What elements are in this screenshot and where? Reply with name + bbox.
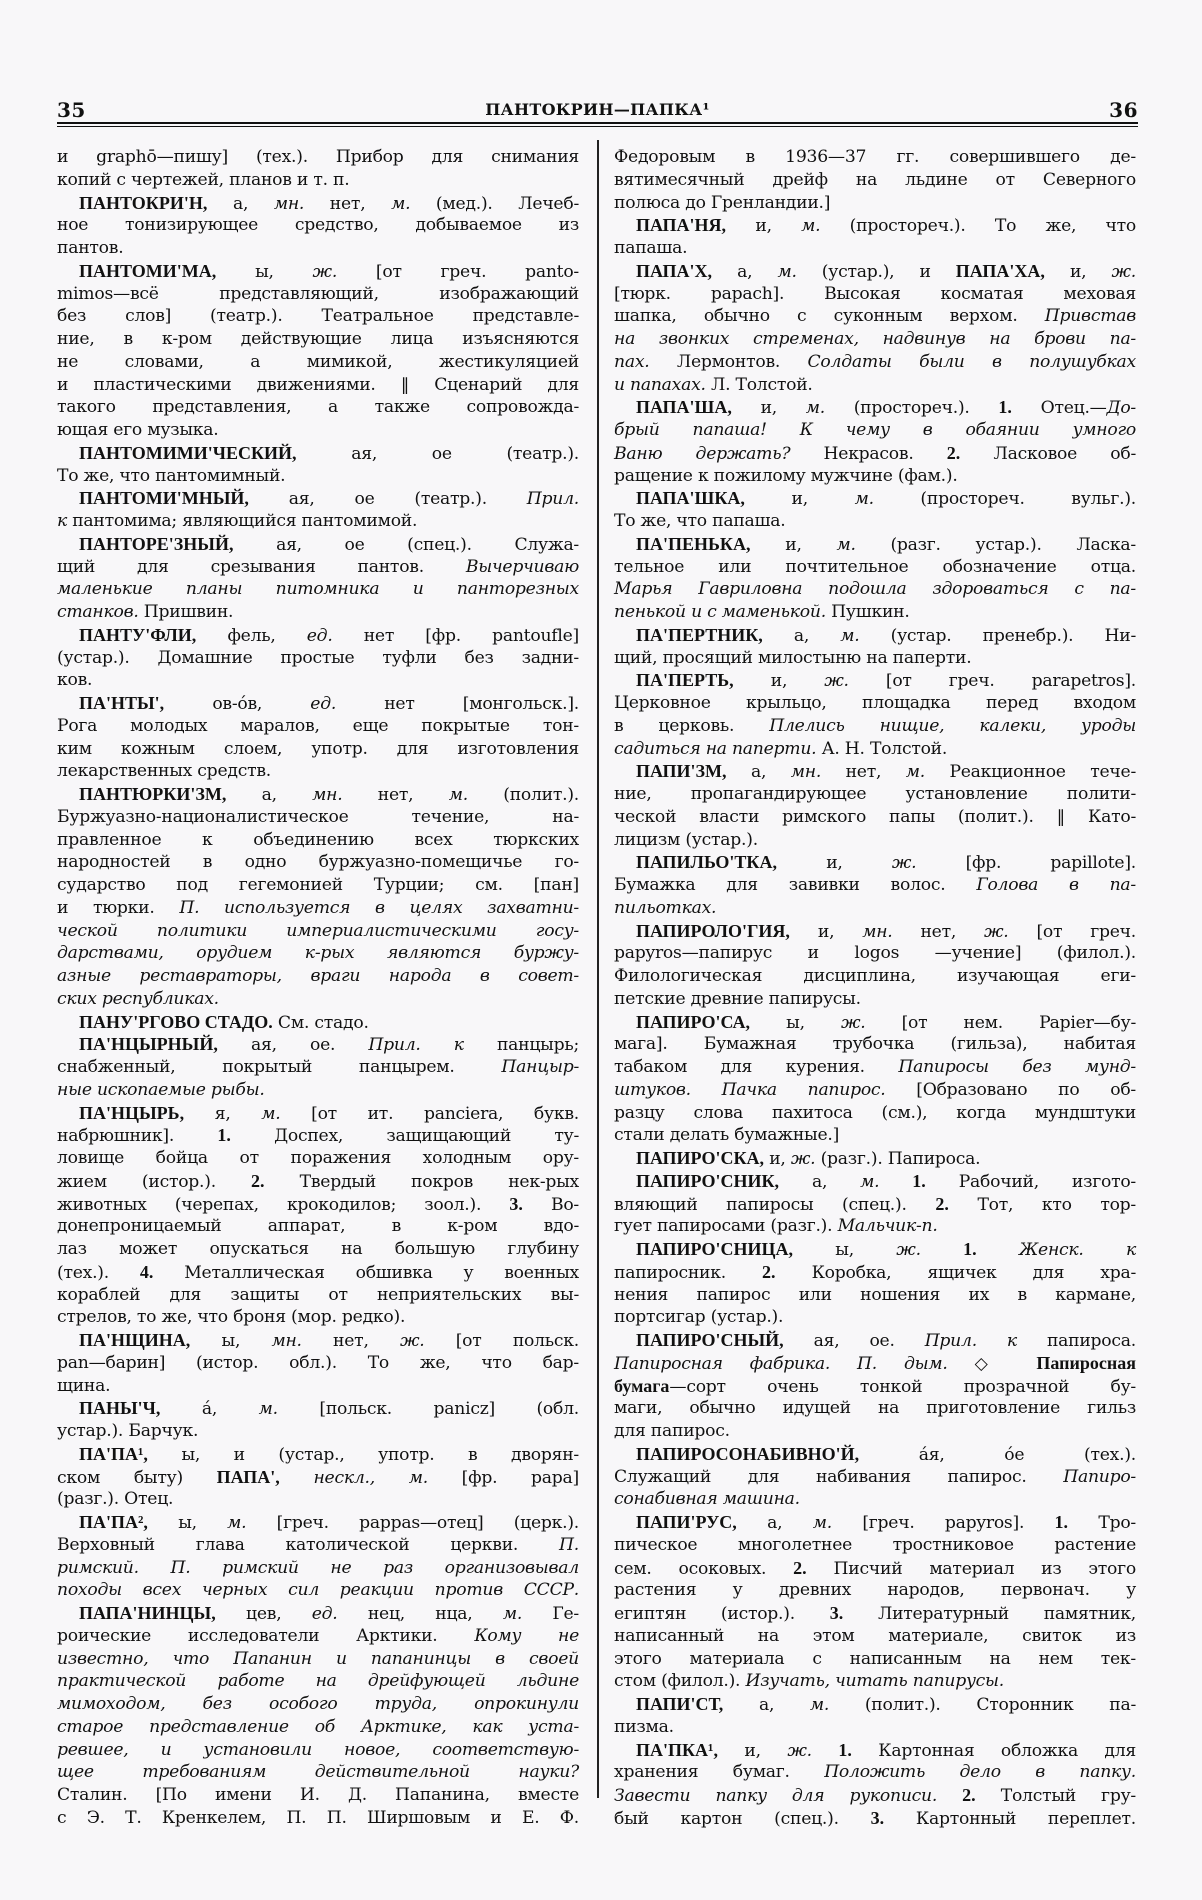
- text-line: (устар.). Домашние простые туфли без задни-: [57, 647, 579, 668]
- text-line: Бумажка для завивки волос. Голова в па-: [614, 875, 1136, 895]
- headword: ПАПА'Х,: [636, 260, 713, 281]
- text-line: [57, 1761, 579, 1784]
- headword: 1.: [998, 397, 1012, 418]
- text-line: ращение к пожилому мужчине (фам.).: [614, 465, 958, 486]
- italic-text: ж.: [896, 1240, 921, 1260]
- italic-text: практической работе на дрейфующей льдине: [57, 1671, 579, 1692]
- italic-text: ских республиках.: [57, 988, 219, 1009]
- italic-text: Плелись нищие, калеки, уроды: [769, 715, 1136, 736]
- text-line: [57, 1670, 579, 1693]
- headword: 2.: [935, 1193, 949, 1214]
- italic-text: ревшее, и установили новое, соответствую-: [57, 1739, 579, 1760]
- italic-text: Изучать, читать папирусы.: [745, 1671, 1005, 1692]
- italic-text: к: [453, 1035, 464, 1056]
- italic-text: ные ископаемые рыбы.: [57, 1079, 265, 1100]
- headword: ПАПА',: [216, 1466, 280, 1487]
- text-line: ПАПИРО'СНИЦА, ы, ж. 1. Женск. к: [636, 1239, 1137, 1260]
- italic-text: ж.: [1111, 261, 1136, 282]
- text-line: штуков. Пачка папирос. [Образовано по об-: [614, 1079, 1136, 1100]
- headword: 2.: [762, 1261, 776, 1282]
- text-line: Федоровым в 1936—37 гг. совершившего де-: [614, 147, 1136, 167]
- text-line: лицизм (устар.).: [614, 829, 758, 850]
- text-line: бумага—сорт очень тонкой прозрачной бу-: [614, 1375, 1136, 1397]
- text-line: ПАПИРОЛО'ГИЯ, и, мн. нет, ж. [от греч.: [636, 920, 1136, 942]
- italic-text: дарствами, орудием к-рых являются буржу-: [57, 943, 579, 964]
- text-line: ние, пропагандирующее установление полити-: [614, 784, 1136, 804]
- text-line: [57, 1739, 579, 1762]
- italic-text: штуков. Пачка папирос.: [614, 1079, 886, 1100]
- text-line: ском быту) ПАПА', нескл., м. [фр. papa]: [57, 1466, 579, 1488]
- italic-text: Прил.: [924, 1331, 977, 1351]
- italic-text: садиться на паперти.: [614, 738, 817, 759]
- text-line: ПАПИ'СТ, а, м. (полит.). Сторонник па-: [636, 1694, 1137, 1715]
- text-line: станков. Пришвин.: [57, 602, 234, 622]
- text-line: в церковь. Плелись нищие, калеки, уроды: [614, 715, 1136, 736]
- text-line: Буржуазно-националистическое течение, на-: [57, 806, 579, 827]
- text-line: [57, 1648, 579, 1671]
- text-line: этого материала с написанным на нем тек-: [614, 1648, 1136, 1669]
- text-line: ПАНТОМИ'МА, ы, ж. [от греч. panto-: [79, 260, 579, 282]
- text-line: ПАПИРОСОНАБИВНО'Й, áя, óе (тех.).: [636, 1443, 1136, 1465]
- italic-text: Марья Гавриловна подошла здороваться с па-: [614, 579, 1136, 600]
- italic-text: м.: [408, 1467, 428, 1488]
- italic-text: известно, что Папанин и папанинцы в своей: [57, 1648, 579, 1669]
- text-line: сударство под гегемонией Турции; см. [пан]: [57, 875, 579, 895]
- text-line: Завести папку для рукописи. 2. Толстый гру-: [614, 1785, 1136, 1806]
- page-number-right: 36: [1109, 98, 1138, 122]
- text-line: стрелов, то же, что броня (мор. редко).: [57, 1307, 406, 1328]
- italic-text: мн.: [312, 785, 343, 805]
- text-line: пах. Лермонтов. Солдаты были в полушубках: [614, 351, 1136, 372]
- text-line: народностей в одно буржуазно-помещичье го-: [57, 852, 579, 873]
- headword: ПА'ПЕНЬКА,: [636, 533, 751, 554]
- text-line: роические исследователи Арктики. Кому не: [57, 1625, 579, 1646]
- text-line: ПАНУ'РГОВО СТАДО. См. стадо.: [79, 1011, 369, 1033]
- italic-text: нескл.,: [313, 1467, 375, 1488]
- italic-text: м.: [854, 489, 874, 510]
- italic-text: П.: [559, 1534, 579, 1555]
- italic-text: ж.: [824, 671, 849, 692]
- text-line: стом (филол.). Изучать, читать папирусы.: [614, 1671, 1005, 1692]
- text-line: снабженный, покрытый панцырем. Панцыр-: [57, 1057, 579, 1077]
- headword: ПА'ПА¹,: [79, 1443, 148, 1464]
- left-column: [57, 146, 579, 1830]
- headword: ПА'ПА²,: [79, 1512, 148, 1532]
- italic-text: м.: [801, 216, 821, 237]
- headword: ПАНТЮРКИ'ЗМ,: [79, 784, 227, 804]
- text-line: [57, 1716, 579, 1739]
- headword: ПАПА'ША,: [636, 397, 732, 418]
- text-line: ков.: [57, 670, 93, 691]
- text-line: ПАПА'ШКА, и, м. (простореч. вульг.).: [636, 488, 1136, 510]
- italic-text: м.: [261, 1103, 281, 1124]
- italic-text: ческой политики империалистическими госу-: [57, 920, 579, 941]
- italic-text: Прил.: [526, 489, 579, 510]
- italic-text: пильотках.: [614, 897, 717, 918]
- text-line: ПА'НЩИНА, ы, мн. нет, ж. [от польск.: [79, 1330, 579, 1351]
- italic-text: и папахах.: [614, 374, 706, 395]
- text-line: папиросник. 2. Коробка, ящичек для хра-: [614, 1261, 1136, 1283]
- text-line: маги, обычно идущей на приготовление гильз: [614, 1398, 1136, 1419]
- headword: ПА'ПЕРТНИК,: [636, 624, 763, 645]
- italic-text: к: [1006, 1331, 1017, 1351]
- italic-text: походы всех черных сил реакции против СССР.: [57, 1580, 579, 1601]
- italic-text: щее требованиям действительной науки?: [57, 1762, 579, 1783]
- text-line: [57, 965, 579, 988]
- text-line: животных (черепах, крокодилов; зоол.). 3. Во-: [57, 1193, 579, 1215]
- headword: ПАНЫ'Ч,: [79, 1398, 161, 1419]
- text-line: ПА'ПЕНЬКА, и, м. (разг. устар.). Ласка-: [636, 533, 1136, 555]
- headword: ПАПИРО'СА,: [636, 1011, 751, 1032]
- text-line: [614, 578, 1136, 601]
- text-line: ПАНТОРЕ'ЗНЫЙ, ая, ое (спец.). Служа-: [79, 533, 579, 555]
- headword: ПАПИ'ЗМ,: [636, 761, 727, 782]
- text-line: [57, 1693, 579, 1716]
- text-line: Папиросная фабрика. П. дым. ◇ Папиросная: [614, 1352, 1136, 1374]
- italic-text: Прил.: [368, 1035, 421, 1056]
- text-line: пизма.: [614, 1716, 674, 1737]
- text-line: правленное к объединению всех тюркских: [57, 829, 579, 850]
- text-line: [57, 578, 579, 601]
- text-line: ПА'ПЕРТЬ, и, ж. [от греч. parapetros].: [636, 670, 1136, 692]
- italic-text: маленькие планы питомника и панторезных: [57, 579, 579, 600]
- italic-text: мимоходом, без особого труда, опрокинули: [57, 1694, 579, 1714]
- italic-text: Панцыр-: [501, 1057, 579, 1077]
- italic-text: ж.: [312, 261, 338, 282]
- italic-text: станков.: [57, 602, 139, 622]
- headword: ПАПИЛЬО'ТКА,: [636, 852, 777, 873]
- text-line: Верховный глава католической церкви. П.: [57, 1534, 579, 1555]
- text-line: лаз может опускаться на большую глубину: [57, 1239, 579, 1259]
- text-line: [614, 328, 1136, 351]
- text-line: и graphō—пишу] (тех.). Прибор для снимания: [57, 147, 579, 167]
- italic-text: мн.: [862, 921, 893, 942]
- text-line: кораблей для защиты от неприятельских вы-: [57, 1284, 579, 1305]
- italic-text: мн.: [790, 762, 822, 783]
- italic-text: Солдаты были в полушубках: [807, 351, 1136, 372]
- text-line: гует папиросами (разг.). Мальчик-п.: [614, 1216, 938, 1237]
- italic-text: м.: [777, 261, 797, 282]
- headword: 2.: [962, 1785, 976, 1805]
- headword: ПАПИРО'СНЫЙ,: [636, 1330, 784, 1350]
- italic-text: Вычерчиваю: [465, 556, 579, 577]
- text-line: ПАНЫ'Ч, á, м. [польск. panicz] (обл.: [79, 1398, 580, 1420]
- text-line: ПАПИ'РУС, а, м. [греч. papyros]. 1. Тро-: [636, 1512, 1136, 1533]
- headword: ПАНТОМИМИ'ЧЕСКИЙ,: [79, 442, 297, 463]
- headword: Папиросная: [1036, 1352, 1136, 1373]
- text-line: для папирос.: [614, 1421, 730, 1441]
- text-line: египтян (истор.). 3. Литературный памятник,: [614, 1603, 1136, 1624]
- italic-text: м.: [391, 193, 411, 214]
- italic-text: ж.: [399, 1331, 425, 1351]
- text-line: донепроницаемый аппарат, в к-ром вдо-: [57, 1216, 579, 1237]
- italic-text: к: [57, 511, 68, 531]
- text-line: стали делать бумажные.]: [614, 1125, 840, 1146]
- headword: ПАНТУ'ФЛИ,: [79, 624, 197, 645]
- text-line: полюса до Гренландии.]: [614, 192, 831, 213]
- headword: ПАПИРОСОНАБИВНО'Й,: [636, 1443, 860, 1464]
- text-line: вятимесячный дрейф на льдине от Северного: [614, 169, 1136, 190]
- text-line: [57, 988, 579, 1011]
- column-divider: [597, 140, 599, 1798]
- text-line: ПАНТОМИМИ'ЧЕСКИЙ, ая, ое (театр.).: [79, 442, 579, 464]
- text-line: [614, 1488, 1136, 1511]
- text-line: петские древние папирусы.: [614, 988, 861, 1009]
- text-line: ющая его музыка.: [57, 420, 219, 440]
- text-line: ПАПА'НИНЦЫ, цев, ед. нец, нца, м. Ге-: [79, 1603, 579, 1624]
- text-line: с Э. Т. Кренкелем, П. П. Ширшовым и Е. Ф.: [57, 1807, 579, 1828]
- header-rule: [57, 122, 1138, 124]
- text-line: вляющий папиросы (спец.). 2. Тот, кто тор-: [614, 1193, 1136, 1215]
- text-line: Сталин. [По имени И. Д. Папанина, вместе: [57, 1785, 579, 1805]
- text-line: [тюрк. papach]. Высокая косматая меховая: [614, 283, 1136, 304]
- italic-text: Привстав: [1044, 306, 1136, 327]
- text-line: ПАПИ'ЗМ, а, мн. нет, м. Реакционное тече-: [636, 761, 1136, 783]
- italic-text: м.: [836, 534, 856, 555]
- text-line: без слов] (театр.). Театральное представле-: [57, 306, 579, 327]
- text-line: [57, 1079, 579, 1102]
- headword: 1.: [963, 1239, 977, 1259]
- text-line: сем. осоковых. 2. Писчий материал из этого: [614, 1557, 1136, 1579]
- italic-text: м.: [227, 1513, 247, 1533]
- headword: ПАПА'НИНЦЫ,: [79, 1603, 216, 1623]
- headword: ПА'НТЫ',: [79, 693, 165, 713]
- italic-text: ед.: [306, 625, 333, 646]
- italic-text: Женск.: [1018, 1240, 1084, 1260]
- headword: ПАПИРО'СНИК,: [636, 1170, 779, 1191]
- italic-text: ж.: [984, 921, 1009, 942]
- text-line: Ваню держать? Некрасов. 2. Ласковое об-: [614, 442, 1136, 464]
- headword: ПА'НЩИНА,: [79, 1330, 191, 1350]
- text-line: ловище бойца от поражения холодным ору-: [57, 1148, 579, 1168]
- text-line: ние, в к-ром действующие лица изъясняются: [57, 329, 579, 349]
- page-header: [57, 98, 1138, 120]
- italic-text: П. используется в целях захватни-: [179, 897, 579, 918]
- italic-text: брый папаша! К чему в обаянии умного: [614, 420, 1136, 440]
- headword: 2.: [793, 1557, 807, 1578]
- text-line: не словами, а мимикой, жестикуляцией: [57, 351, 579, 372]
- italic-text: Папиро-: [1063, 1466, 1136, 1487]
- text-line: ПАПИРО'СА, ы, ж. [от нем. Papier—бу-: [636, 1011, 1136, 1033]
- text-line: такого представления, а также сопровожда-: [57, 397, 579, 418]
- headword: ПАНУ'РГОВО СТАДО.: [79, 1011, 273, 1032]
- italic-text: Ваню держать?: [614, 443, 791, 464]
- italic-text: ж.: [787, 1740, 812, 1761]
- headword: 4.: [139, 1261, 154, 1282]
- text-line: ПА'ПКА¹, и, ж. 1. Картонная обложка для: [636, 1739, 1137, 1761]
- headword: 3.: [509, 1193, 523, 1214]
- headword: ПАНТОМИ'МНЫЙ,: [79, 488, 249, 509]
- text-line: ческой власти римского папы (полит.). ‖ Като-: [614, 806, 1136, 827]
- text-line: ПА'НТЫ', ов-óв, ед. нет [монгольск.].: [79, 693, 579, 714]
- italic-text: Мальчик-п.: [837, 1216, 938, 1237]
- running-title: ПАНТОКРИН—ПАПКА¹: [485, 100, 710, 119]
- headword: ПАПИРОЛО'ГИЯ,: [636, 920, 790, 941]
- text-line: нения папирос или ношения их в кармане,: [614, 1284, 1136, 1305]
- headword: ПАПА'НЯ,: [636, 215, 727, 236]
- headword: ПАПА'ШКА,: [636, 488, 745, 509]
- headword: 1.: [912, 1170, 926, 1191]
- text-line: ПАПИРО'СКА, и, ж. (разг.). Папироса.: [636, 1148, 981, 1169]
- headword: 3.: [870, 1807, 885, 1828]
- text-line: пантов.: [57, 238, 124, 258]
- text-line: Рога молодых маралов, еще покрытые тон-: [57, 715, 579, 736]
- text-line: ПА'НЦЫРНЫЙ, ая, ое. Прил. к панцырь;: [79, 1034, 579, 1056]
- headword: ПА'ПЕРТЬ,: [636, 670, 734, 691]
- text-line: написанный на этом материале, свиток из: [614, 1625, 1136, 1646]
- text-line: мага]. Бумажная трубочка (гильза), набитая: [614, 1034, 1136, 1055]
- text-line: ким кожным слоем, употр. для изготовления: [57, 738, 579, 759]
- headword: ПА'ПКА¹,: [636, 1739, 718, 1760]
- headword: ПАНТОМИ'МА,: [79, 260, 217, 281]
- text-line: щий для срезывания пантов. Вычерчиваю: [57, 556, 579, 577]
- text-line: пенькой и с маменькой. Пушкин.: [614, 602, 910, 622]
- italic-text: м.: [258, 1399, 278, 1420]
- italic-text: Папиросная фабрика. П. дым.: [614, 1353, 948, 1374]
- italic-text: м.: [860, 1171, 880, 1192]
- italic-text: Голова в па-: [976, 875, 1136, 895]
- headword: 1.: [838, 1739, 852, 1760]
- text-line: ПАНТОКРИ'Н, а, мн. нет, м. (мед.). Лечеб-: [79, 192, 580, 214]
- text-line: разцу слова пахитоса (см.), когда мундштуки: [614, 1102, 1136, 1123]
- italic-text: м.: [809, 1695, 830, 1715]
- text-line: [57, 1579, 579, 1602]
- text-line: ПА'ПА¹, ы, и (устар., употр. в дворян-: [79, 1443, 579, 1465]
- text-line: (разг.). Отец.: [57, 1489, 174, 1510]
- text-line: То же, что пантомимный.: [57, 465, 286, 486]
- headword: 3.: [829, 1603, 844, 1623]
- text-line: [614, 419, 1136, 442]
- text-line: щий, просящий милостыню на паперти.: [614, 647, 972, 668]
- italic-text: мн.: [273, 193, 305, 214]
- italic-text: римский. П. римский не раз организовывал: [57, 1557, 579, 1578]
- italic-text: м.: [805, 398, 825, 419]
- headword: бумага: [614, 1375, 670, 1396]
- headword: ПАНТОКРИ'Н,: [79, 192, 208, 213]
- headword: ПАПА'ХА,: [955, 260, 1045, 281]
- text-line: ПАПА'Х, а, м. (устар.), и ПАПА'ХА, и, ж.: [636, 260, 1136, 282]
- text-line: Филологическая дисциплина, изучающая еги-: [614, 966, 1136, 986]
- italic-text: старое представление об Арктике, как уста-: [57, 1716, 579, 1737]
- text-line: [614, 897, 1136, 920]
- italic-text: на звонких стременах, надвинув на брови па-: [614, 329, 1136, 349]
- text-line: papyros—папирус и logos —учение] (филол.).: [614, 943, 1136, 964]
- headword: ПАПИ'РУС,: [636, 1512, 737, 1532]
- italic-text: м.: [905, 762, 925, 783]
- text-line: То же, что папаша.: [614, 511, 786, 531]
- text-line: ПАПА'НЯ, и, м. (простореч.). То же, что: [636, 215, 1136, 237]
- italic-text: Папиросы без мунд-: [898, 1057, 1136, 1077]
- page-number-left: 35: [57, 98, 86, 122]
- text-line: mimos—всё представляющий, изображающий: [57, 283, 579, 304]
- italic-text: м.: [502, 1604, 523, 1624]
- headword: 1.: [217, 1125, 231, 1146]
- text-line: Служащий для набивания папирос. Папиро-: [614, 1466, 1136, 1487]
- text-line: устар.). Барчук.: [57, 1421, 199, 1441]
- text-line: пическое многолетнее тростниковое растение: [614, 1534, 1136, 1555]
- text-line: лекарственных средств.: [57, 761, 271, 782]
- italic-text: Завести папку для рукописи.: [614, 1786, 938, 1806]
- italic-text: пах.: [614, 351, 650, 372]
- headword: ПАНТОРЕ'ЗНЫЙ,: [79, 533, 234, 554]
- text-line: ПАНТУ'ФЛИ, фель, ед. нет [фр. pantoufle]: [79, 624, 579, 646]
- text-line: к пантомима; являющийся пантомимой.: [57, 511, 418, 531]
- headword: 2.: [251, 1170, 265, 1191]
- text-line: [57, 942, 579, 965]
- text-line: ПА'ПЕРТНИК, а, м. (устар. пренебр.). Ни-: [636, 624, 1137, 646]
- headword: ПА'НЦЫРНЫЙ,: [79, 1034, 218, 1055]
- headword: ПАПИРО'СКА,: [636, 1148, 764, 1168]
- headword: ПА'НЦЫРЬ,: [79, 1102, 185, 1123]
- italic-text: м.: [448, 785, 468, 805]
- text-line: садиться на паперти. А. Н. Толстой.: [614, 738, 948, 759]
- text-line: копий с чертежей, планов и т. п.: [57, 169, 350, 190]
- italic-text: сонабивная машина.: [614, 1489, 800, 1510]
- text-line: папаша.: [614, 238, 688, 258]
- text-line: ПАНТОМИ'МНЫЙ, ая, ое (театр.). Прил.: [79, 488, 579, 510]
- italic-text: ед.: [311, 1604, 338, 1624]
- italic-text: к: [1126, 1240, 1137, 1260]
- headword: 1.: [1054, 1512, 1069, 1532]
- text-line: табаком для курения. Папиросы без мунд-: [614, 1057, 1136, 1077]
- italic-text: мн.: [271, 1331, 302, 1351]
- text-line: ПАНТЮРКИ'ЗМ, а, мн. нет, м. (полит.).: [79, 784, 580, 805]
- headword: ПАПИРО'СНИЦА,: [636, 1239, 793, 1259]
- italic-text: азные реставраторы, враги народа в совет-: [57, 966, 579, 986]
- right-column: [614, 146, 1136, 1830]
- text-line: набрюшник]. 1. Доспех, защищающий ту-: [57, 1125, 580, 1147]
- text-line: хранения бумаг. Положить дело в папку.: [614, 1762, 1136, 1783]
- text-line: Церковное крыльцо, площадка перед входом: [614, 693, 1136, 713]
- text-line: ПАПИЛЬО'ТКА, и, ж. [фр. papillote].: [636, 852, 1136, 874]
- text-line: [57, 1557, 579, 1580]
- italic-text: Кому не: [474, 1625, 579, 1646]
- text-line: и папахах. Л. Толстой.: [614, 374, 813, 395]
- text-line: тельное или почтительное обозначение отца.: [614, 556, 1136, 577]
- text-line: ное тонизирующее средство, добываемое из: [57, 215, 579, 236]
- text-line: бый картон (спец.). 3. Картонный переплет.: [614, 1807, 1136, 1829]
- text-line: pan—барин] (истор. обл.). То же, что бар-: [57, 1352, 579, 1373]
- text-line: ПАПИРО'СНИК, а, м. 1. Рабочий, изгото-: [636, 1170, 1136, 1192]
- text-line: и тюрки. П. используется в целях захватни-: [57, 897, 579, 918]
- italic-text: ед.: [310, 694, 337, 714]
- text-line: ПАПИРО'СНЫЙ, ая, ое. Прил. к папироса.: [636, 1330, 1136, 1351]
- italic-text: ж.: [891, 853, 917, 874]
- italic-text: м.: [812, 1513, 832, 1533]
- header-rule-thin: [57, 126, 1138, 127]
- text-line: ПА'НЦЫРЬ, я, м. [от ит. panciera, букв.: [79, 1102, 580, 1124]
- text-line: и пластическими движениями. ‖ Сценарий для: [57, 374, 579, 395]
- text-line: ПАПА'ША, и, м. (простореч.). 1. Отец.—До-: [636, 397, 1136, 419]
- italic-text: пенькой и с маменькой.: [614, 602, 826, 622]
- italic-text: До-: [1106, 398, 1136, 419]
- text-line: растения у древних народов, первонач. у: [614, 1580, 1136, 1601]
- italic-text: Положить дело в папку.: [824, 1762, 1136, 1783]
- italic-text: ж.: [790, 1149, 816, 1169]
- headword: ПАПИ'СТ,: [636, 1694, 724, 1714]
- text-line: шапка, обычно с суконным верхом. Привстав: [614, 306, 1136, 327]
- text-line: портсигар (устар.).: [614, 1307, 784, 1328]
- headword: 2.: [946, 442, 961, 463]
- text-line: (тех.). 4. Металлическая обшивка у военных: [57, 1261, 579, 1283]
- text-line: [57, 920, 579, 943]
- italic-text: м.: [840, 625, 860, 646]
- text-line: щина.: [57, 1375, 111, 1396]
- text-line: жием (истор.). 2. Твердый покров нек-рых: [57, 1170, 580, 1192]
- text-line: ПА'ПА², ы, м. [греч. pappas—отец] (церк.).: [79, 1512, 580, 1533]
- italic-text: ж.: [840, 1012, 866, 1033]
